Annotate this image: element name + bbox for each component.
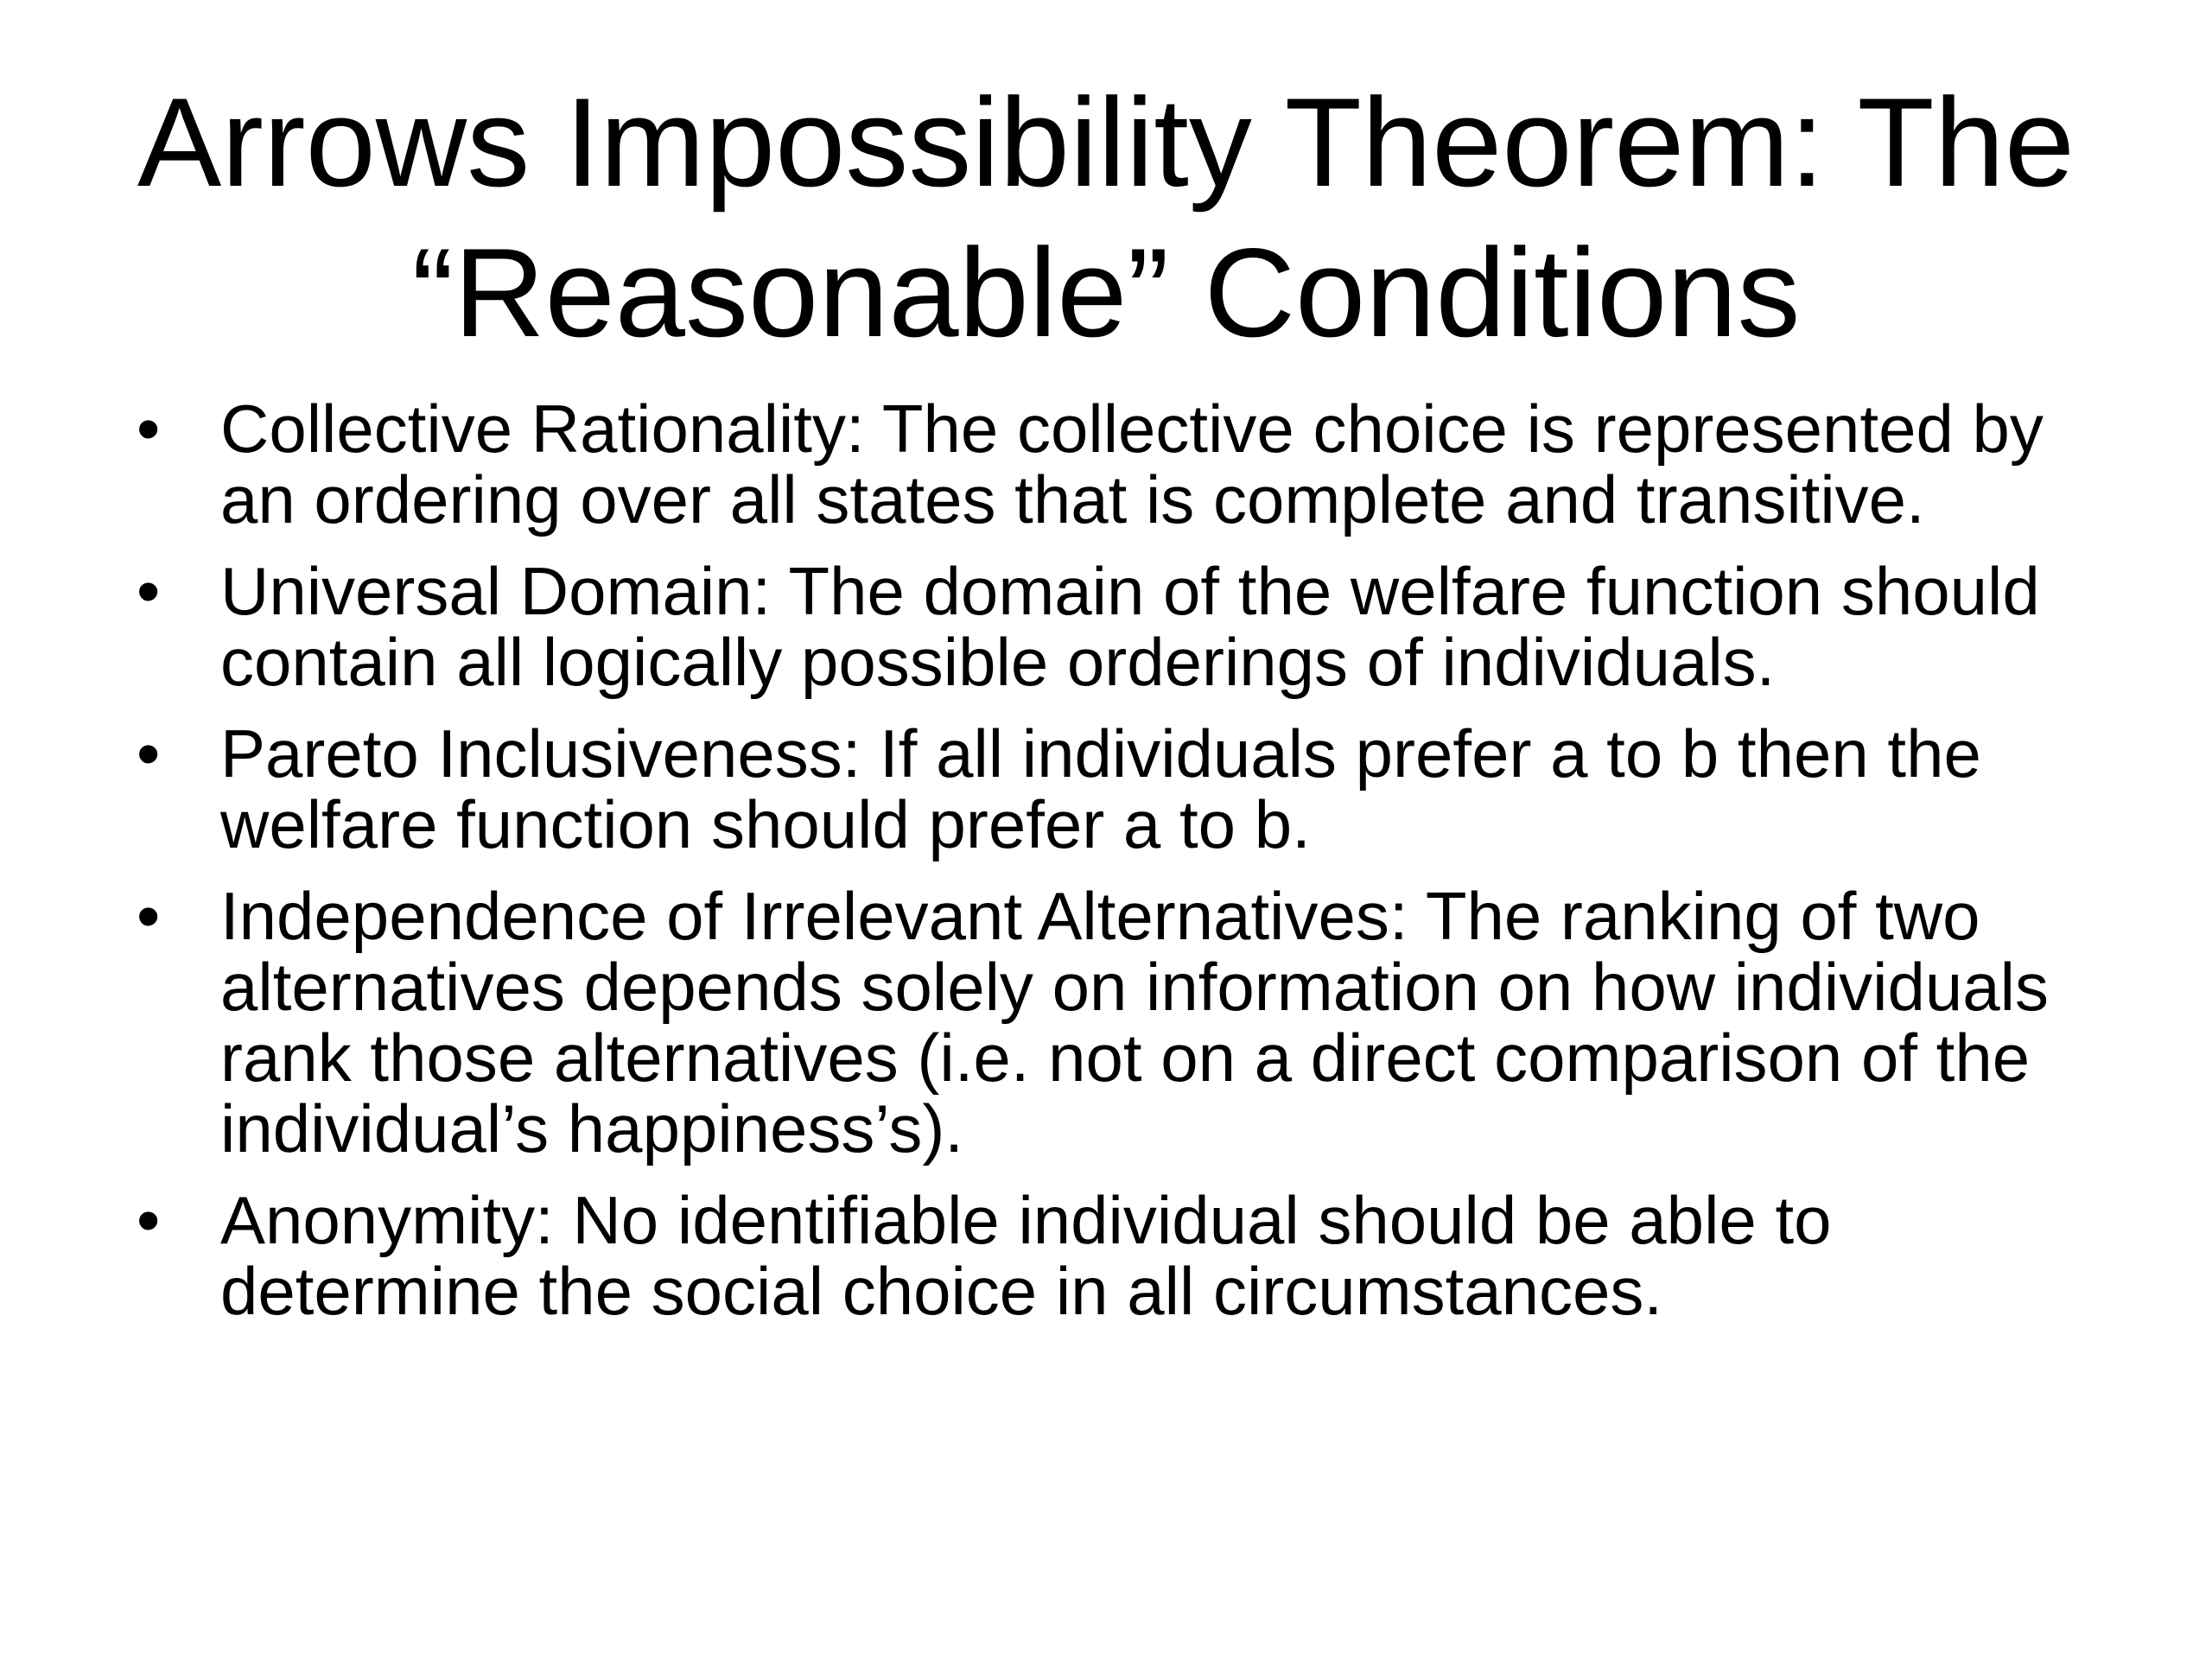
bullet-dot-icon: • (137, 878, 161, 954)
bullet-collective-rationality (130, 393, 2117, 535)
bullet-universal-domain (130, 553, 2117, 700)
slide-title (0, 67, 2212, 368)
bullet-dot-icon: • (137, 715, 161, 791)
slide-title-line-2: “Reasonable” Conditions (411, 222, 1801, 363)
bullet-dot-icon: • (137, 1182, 161, 1258)
bullet-list (130, 393, 2117, 1347)
bullet-text: Independence of Irrelevant Alternatives: The ranking of two alternatives depends solely on information on how individuals rank those alternatives (i.e. not on a direct comparison of the individual’s happiness’s). (220, 878, 2049, 1166)
bullet-dot-icon: • (137, 391, 161, 467)
bullet-text: Pareto Inclusiveness: If all individuals prefer a to b then the welfare function should prefer a to b. (220, 715, 1981, 862)
bullet-independence-irrelevant-alternatives (130, 880, 2117, 1164)
bullet-anonymity (130, 1182, 2117, 1329)
bullet-text: Universal Domain: The domain of the welfare function should contain all logically possible orderings of individuals. (220, 553, 2040, 700)
bullet-dot-icon: • (137, 553, 161, 629)
slide-title-line-1: Arrows Impossibility Theorem: The (137, 72, 2075, 213)
bullet-text: Collective Rationality: The collective choice is represented by an ordering over all states that is complete and transitive. (220, 391, 2044, 537)
bullet-pareto-inclusiveness (130, 715, 2117, 862)
bullet-text: Anonymity: No identifiable individual should be able to determine the social choice in all circumstances. (220, 1182, 1832, 1329)
